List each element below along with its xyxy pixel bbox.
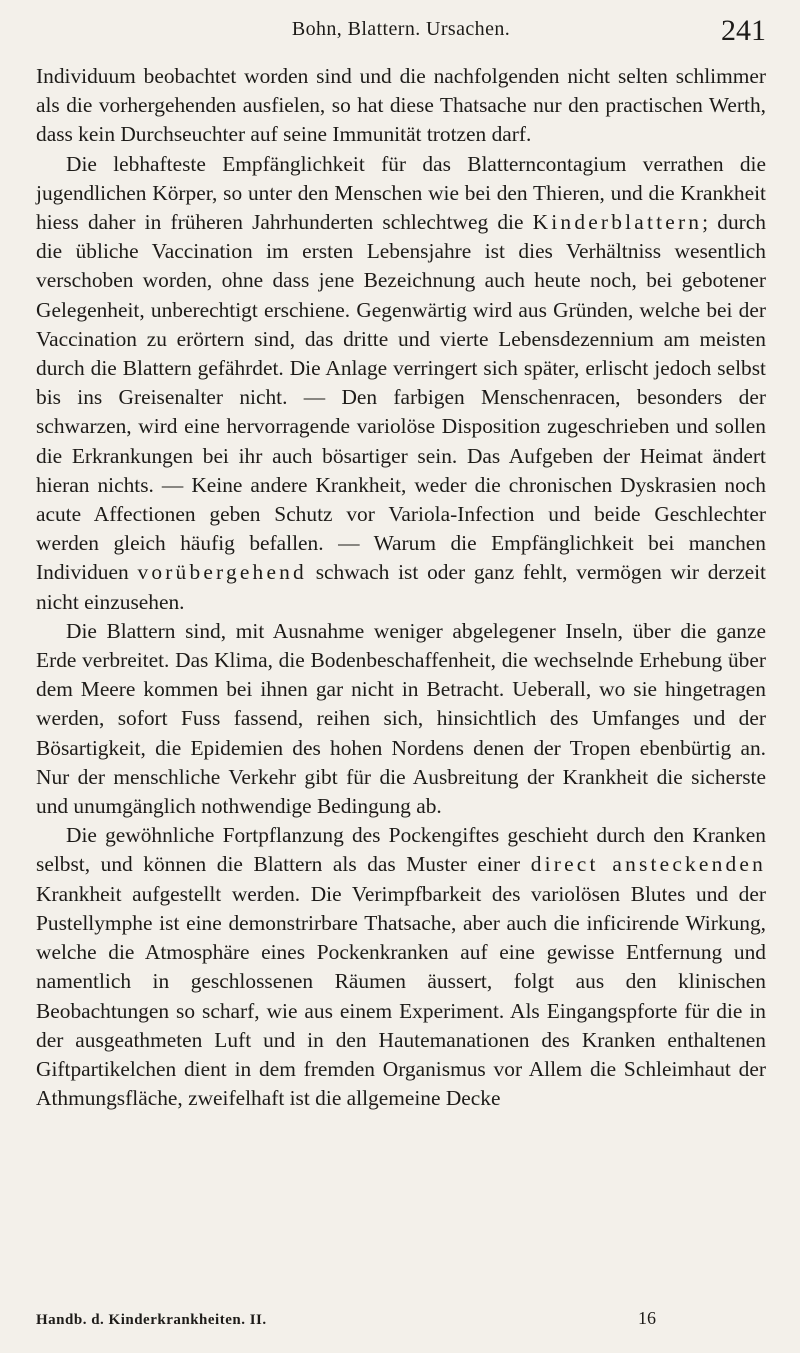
paragraph <box>36 62 766 150</box>
spaced-emphasis: Kinderblattern <box>532 210 703 235</box>
body-text <box>36 62 766 1113</box>
spaced-emphasis: direct ansteckenden <box>530 852 766 877</box>
text-segment: schwach ist oder ganz fehlt, vermögen wir derzeit nicht einzusehen. <box>36 560 766 614</box>
text-segment: Die gewöhnliche Fortpflanzung des Pockengiftes geschieht durch den Kranken selbst, und können die Blattern als das Muster einer <box>36 823 766 877</box>
running-title: Bohn, Blattern. Ursachen. <box>291 18 511 40</box>
text-segment: Die Blattern sind, mit Ausnahme weniger abgelegener Inseln, über die ganze Erde verbreitet. Das Klima, die Bodenbeschaffenheit, die wechselnde Erhebung über dem Meere kommen bei ihnen gar nicht in Betracht. Ueberall, wo sie hingetragen werden, sofort Fuss fassend, reihen sich, hinsichtlich des Umfanges und der Bösartigkeit, die Epidemien des hohen Nordens denen der Tropen ebenbürtig an. Nur der menschliche Verkehr gibt für die Ausbreitung der Krankheit die sicherste und unumgänglich nothwendige Bedingung ab. <box>36 618 766 819</box>
text-segment: Individuum beobachtet worden sind und die nachfolgenden nicht selten schlimmer als die vorhergehenden ausfielen, so hat diese Thatsache nur den practischen Werth, dass kein Durchseuchter auf seine Immunität trotzen darf. <box>36 64 766 147</box>
paragraph <box>36 150 766 617</box>
text-segment: ; durch die übliche Vaccination im ersten Lebensjahre ist dies Verhältniss wesentlich verschoben worden, ohne dass jene Bezeichnung auch heute noch, bei gebotener Gelegenheit, unberechtigt erschiene. Gegenwärtig wird aus Gründen, welche bei der Vaccination zu erörtern sind, das dritte und vierte Lebensdezennium am meisten durch die Blattern gefährdet. Die Anlage verringert sich später, erlischt jedoch selbst bis ins Greisenalter nicht. — Den farbigen Menschenracen, besonders der schwarzen, wird eine hervorragende variolöse Disposition zugeschrieben und sollen die Erkrankungen bei ihr auch bösartiger sein. Das Aufgeben der Heimat ändert hieran nichts. — Keine andere Krankheit, weder die chronischen Dyskrasien noch acute Affectionen geben Schutz vor Variola-Infection und beide Geschlechter werden gleich häufig befallen. — Warum die Empfänglichkeit bei manchen Individuen <box>36 210 766 585</box>
signature-mark: 16 <box>638 1308 656 1328</box>
spaced-emphasis: vorübergehend <box>137 560 307 585</box>
text-segment: Die lebhafteste Empfänglichkeit für das Blatterncontagium verrathen die jugendlichen Körper, so unter den Menschen wie bei den Thieren, und die Krankheit hiess daher in früheren Jahrhunderten schlechtweg die <box>36 151 766 235</box>
page-footer <box>36 1308 766 1338</box>
paragraph <box>36 821 766 1113</box>
paragraph <box>36 617 766 821</box>
text-segment: Krankheit aufgestellt werden. Die Verimpfbarkeit des variolösen Blutes und der Pustellymphe ist eine demonstrirbare Thatsache, aber auch die inficirende Wirkung, welche die Atmosphäre eines Pockenkranken auf eine gewisse Entfernung und namentlich in geschlossenen Räumen äussert, folgt aus den klinischen Beobachtungen so scharf, wie aus einem Experiment. Als Eingangspforte für die in der ausgeathmeten Luft und in den Hautemanationen des Kranken enthaltenen Giftpartikelchen dient in dem fremden Organismus vor Allem die Schleimhaut der Athmungsfläche, zweifelhaft ist die allgemeine Decke <box>36 881 766 1111</box>
running-head <box>36 0 766 62</box>
page-number: 241 <box>721 14 766 47</box>
footer-note: Handb. d. Kinderkrankheiten. II. <box>36 1312 267 1328</box>
